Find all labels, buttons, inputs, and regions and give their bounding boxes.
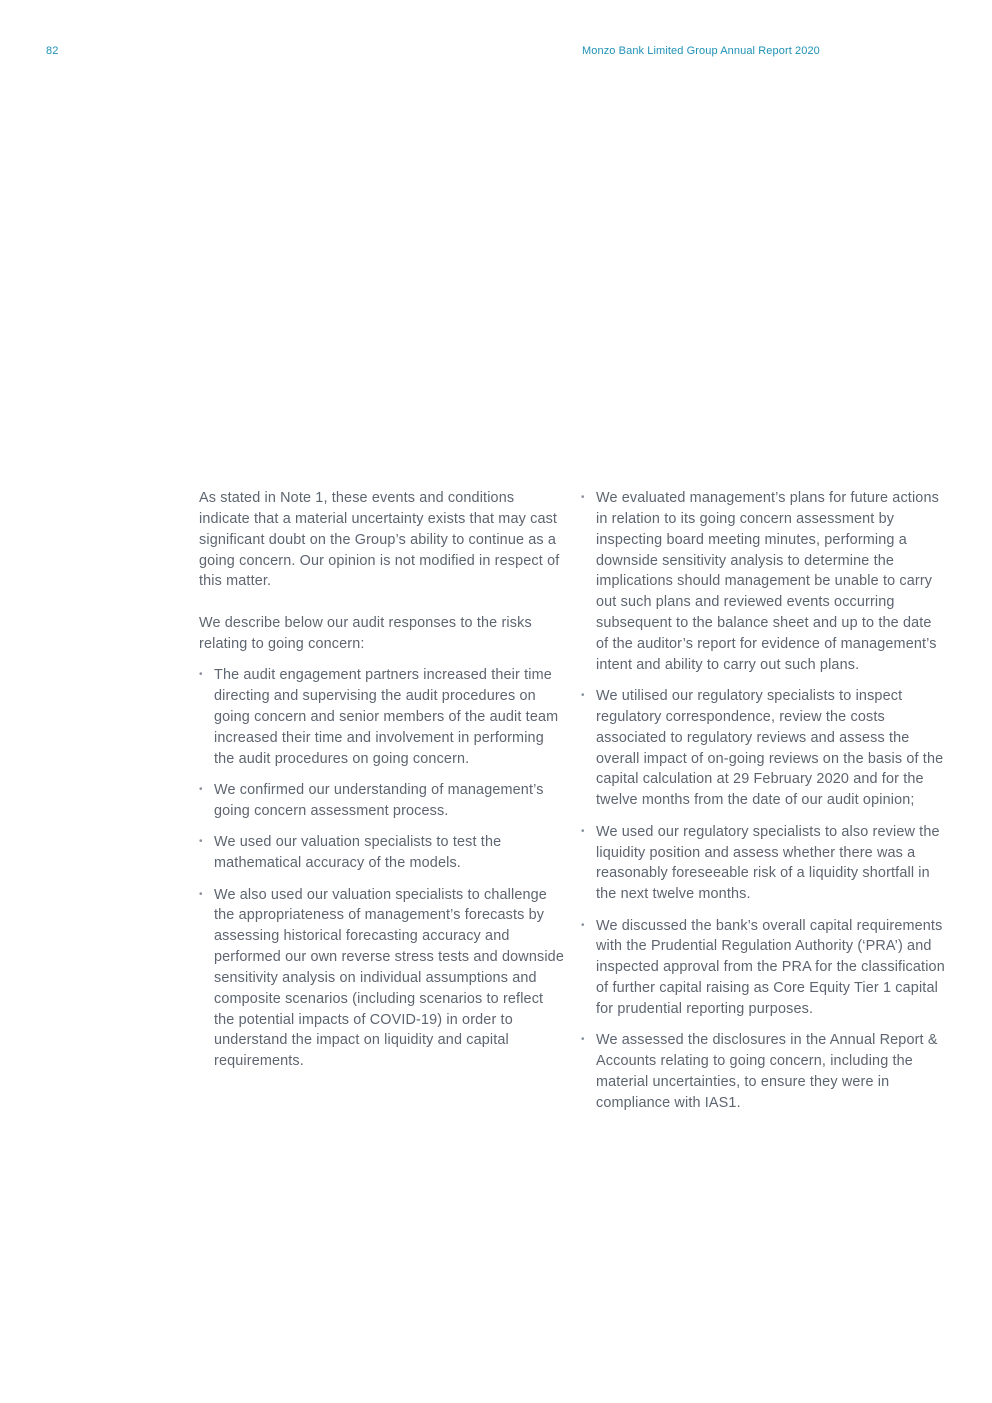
bullet-icon: • bbox=[581, 1034, 585, 1046]
list-item-text: We used our valuation specialists to test the mathematical accuracy of the models. bbox=[214, 834, 502, 872]
list-item-text: We used our regulatory specialists to also review the liquidity position and assess whether there was a reasonably foreseeable risk of a liquidity shortfall in the next twelve months. bbox=[596, 823, 940, 903]
list-item-text: We utilised our regulatory specialists to inspect regulatory correspondence, review the costs associated to regulatory reviews and assess the overall impact of on-going reviews on the basis of the capital calculation at 29 February 2020 and for the twelve months from the date of our audit opinion; bbox=[596, 688, 944, 809]
report-title: Monzo Bank Limited Group Annual Report 2020 bbox=[582, 45, 820, 57]
list-item-text: We also used our valuation specialists to challenge the appropriateness of management’s forecasts by assessing historical forecasting accuracy and performed our own reverse stress tests and downside sensitivity analysis on individual assumptions and composite scenarios (including scenarios to reflect the potential impacts of COVID-19) in order to understand the impact on liquidity and capital requirements. bbox=[214, 886, 564, 1070]
list-item bbox=[199, 885, 565, 1073]
list-item bbox=[199, 832, 565, 874]
bullet-icon: • bbox=[199, 669, 203, 681]
left-bullet-list bbox=[199, 665, 565, 1072]
right-column bbox=[581, 488, 945, 1124]
list-item-text: We evaluated management’s plans for future actions in relation to its going concern assessment by inspecting board meeting minutes, performing a downside sensitivity analysis to determine the implications should management be unable to carry out such plans and reviewed events occurring subsequent to the balance sheet and up to the date of the auditor’s report for evidence of management’s intent and ability to carry out such plans. bbox=[596, 490, 939, 673]
list-item-text: We confirmed our understanding of management’s going concern assessment process. bbox=[214, 782, 544, 819]
bullet-icon: • bbox=[199, 784, 203, 796]
left-column bbox=[199, 488, 565, 1083]
right-bullet-list bbox=[581, 488, 945, 1114]
list-item bbox=[199, 780, 565, 822]
list-item bbox=[199, 665, 565, 769]
list-item bbox=[581, 1030, 945, 1113]
paragraph-audit-responses-intro: We describe below our audit responses to the risks relating to going concern: bbox=[199, 615, 532, 653]
bullet-icon: • bbox=[581, 825, 585, 837]
list-item bbox=[581, 822, 945, 905]
page-number: 82 bbox=[46, 45, 59, 57]
list-item bbox=[581, 686, 945, 811]
paragraph-material-uncertainty: As stated in Note 1, these events and conditions indicate that a material uncertainty exists that may cast significant doubt on the Group’s ability to continue as a going concern. Our opinion is not modified in respect of this matter. bbox=[199, 490, 560, 590]
bullet-icon: • bbox=[199, 836, 203, 848]
bullet-icon: • bbox=[199, 888, 203, 900]
bullet-icon: • bbox=[581, 492, 585, 503]
bullet-icon: • bbox=[581, 919, 585, 931]
list-item-text: We assessed the disclosures in the Annual Report & Accounts relating to going concern, including the material uncertainties, to ensure they were in compliance with IAS1. bbox=[596, 1032, 938, 1111]
bullet-icon: • bbox=[581, 690, 585, 702]
list-item-text: We discussed the bank’s overall capital requirements with the Prudential Regulation Authority (‘PRA’) and inspected approval from the PRA for the classification of further capital raising as Core Equity Tier 1 capital for prudential reporting purposes. bbox=[596, 917, 945, 1017]
list-item bbox=[581, 916, 945, 1020]
list-item-text: The audit engagement partners increased their time directing and supervising the audit procedures on going concern and senior members of the audit team increased their time and involvement in performing the audit procedures on going concern. bbox=[214, 667, 559, 767]
list-item bbox=[581, 488, 945, 676]
